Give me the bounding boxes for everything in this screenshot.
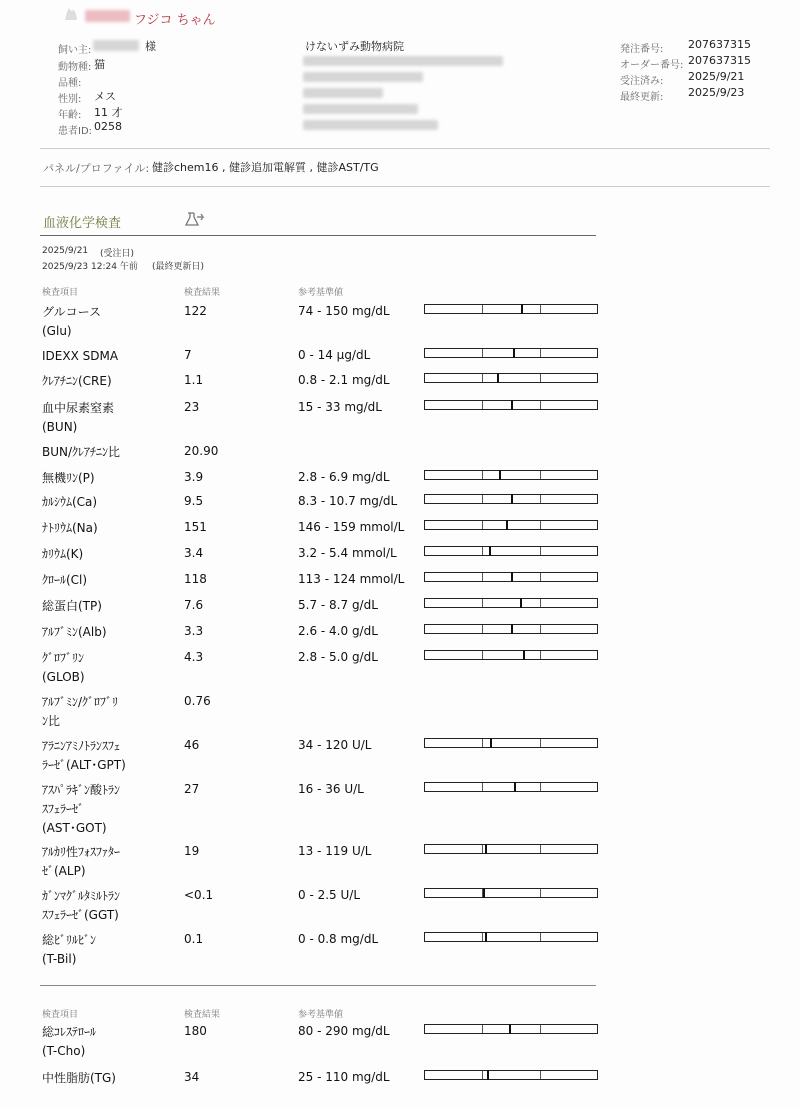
row-test-name <box>42 469 182 488</box>
row-test-name-line: ｱﾙｶﾘ性ﾌｫｽﾌｧﾀｰ <box>42 845 121 859</box>
row-test-name <box>42 781 182 838</box>
row-reference-range: 2.8 - 5.0 g/dL <box>298 650 378 664</box>
owner-label: 飼い主: <box>58 45 92 56</box>
row-test-name-line: ｾﾞ(ALP) <box>42 864 86 878</box>
row-test-name <box>42 1023 182 1061</box>
gauge-tick <box>482 783 483 791</box>
row-result: 1.1 <box>184 373 204 387</box>
col-header-item: 検査項目 <box>42 288 79 298</box>
col2-header-result: 検査結果 <box>184 1010 221 1020</box>
gauge-tick <box>540 933 541 941</box>
row-reference-range: 3.2 - 5.4 mmol/L <box>298 546 397 560</box>
col-header-ref: 参考基準値 <box>298 288 344 298</box>
range-gauge <box>424 400 598 410</box>
row-test-name-line: ｱｽﾊﾟﾗｷﾞﾝ酸ﾄﾗﾝ <box>42 783 121 797</box>
row-test-name-line: ﾗｰｾﾞ(ALT･GPT) <box>42 758 126 772</box>
gauge-tick <box>540 739 541 747</box>
age-value: 11 才 <box>94 106 123 119</box>
redacted-clinic-code <box>303 120 438 130</box>
row-result: 9.5 <box>184 494 204 508</box>
range-gauge <box>424 888 598 898</box>
received-date: 2025/9/21 <box>688 70 745 83</box>
received-row-note: (受注日) <box>100 249 135 259</box>
gauge-value-marker <box>513 348 515 358</box>
row-test-name-line: ｽﾌｪﾗｰｾﾞ <box>42 802 85 816</box>
redacted-clinic-address-2 <box>303 72 423 82</box>
gauge-value-marker <box>511 624 513 634</box>
row-result: 34 <box>184 1070 200 1084</box>
row-reference-range: 5.7 - 8.7 g/dL <box>298 598 378 612</box>
gauge-tick <box>482 521 483 529</box>
row-result: 7 <box>184 348 192 362</box>
updated-label: 最終更新: <box>620 92 664 103</box>
gauge-tick <box>540 845 541 853</box>
gauge-tick <box>540 547 541 555</box>
row-test-name-line: ﾝ比 <box>42 714 61 728</box>
range-gauge <box>424 520 598 530</box>
row-reference-range: 2.8 - 6.9 mg/dL <box>298 470 390 484</box>
gauge-value-marker <box>490 738 492 748</box>
received-label: 受注済み: <box>620 76 664 87</box>
row-test-name-line: 血中尿素窒素 <box>42 401 115 415</box>
updated-date: 2025/9/23 <box>688 86 745 99</box>
row-test-name <box>42 545 182 564</box>
updated-row-date: 2025/9/23 12:24 午前 <box>42 262 138 272</box>
sex-label: 性別: <box>58 94 82 105</box>
range-gauge <box>424 932 598 942</box>
flask-arrow-icon <box>185 211 207 231</box>
col2-header-ref: 参考基準値 <box>298 1010 344 1020</box>
row-test-name-line: ｸﾛｰﾙ(Cl) <box>42 573 88 587</box>
row-reference-range: 74 - 150 mg/dL <box>298 304 390 318</box>
range-gauge <box>424 782 598 792</box>
row-reference-range: 0 - 0.8 mg/dL <box>298 932 379 946</box>
owner-suffix: 様 <box>145 40 156 53</box>
row-result: 3.4 <box>184 546 204 560</box>
gauge-tick <box>482 471 483 479</box>
row-test-name <box>42 737 182 775</box>
gauge-tick <box>482 845 483 853</box>
order-number: 207637315 <box>688 38 751 51</box>
cat-icon <box>63 6 79 20</box>
row-result: 46 <box>184 738 200 752</box>
range-gauge <box>424 1070 598 1080</box>
gauge-tick <box>482 625 483 633</box>
redacted-owner-name <box>85 10 130 22</box>
row-reference-range: 15 - 33 mg/dL <box>298 400 382 414</box>
range-gauge <box>424 373 598 383</box>
order2-label: オーダー番号: <box>620 60 684 71</box>
row-test-name-line: (GLOB) <box>42 670 85 684</box>
row-result: 0.76 <box>184 694 211 708</box>
gauge-value-marker <box>485 932 487 942</box>
panel-divider <box>40 186 770 187</box>
panel-value: 健診chem16 , 健診追加電解質 , 健診AST/TG <box>152 161 379 174</box>
row-result: 27 <box>184 782 200 796</box>
row-test-name-line: 総蛋白(TP) <box>42 599 102 613</box>
row-reference-range: 0 - 14 µg/dL <box>298 348 371 362</box>
gauge-value-marker <box>487 1070 489 1080</box>
gauge-tick <box>540 651 541 659</box>
row-test-name-line: グルコース <box>42 305 102 319</box>
row-reference-range: 80 - 290 mg/dL <box>298 1024 390 1038</box>
range-gauge <box>424 844 598 854</box>
row-reference-range: 0 - 2.5 U/L <box>298 888 361 902</box>
row-result: <0.1 <box>184 888 214 902</box>
gauge-tick <box>482 651 483 659</box>
gauge-tick <box>540 625 541 633</box>
breed-label: 品種: <box>58 78 82 89</box>
gauge-value-marker <box>499 470 501 480</box>
row-result: 118 <box>184 572 207 586</box>
row-reference-range: 13 - 119 U/L <box>298 844 372 858</box>
gauge-value-marker <box>489 546 491 556</box>
gauge-tick <box>540 1071 541 1079</box>
gauge-tick <box>482 933 483 941</box>
received-row-date: 2025/9/21 <box>42 246 89 256</box>
row-test-name <box>42 372 182 391</box>
row-result: 23 <box>184 400 200 414</box>
gauge-tick <box>482 374 483 382</box>
row-test-name <box>42 887 182 925</box>
gauge-tick <box>540 374 541 382</box>
gauge-value-marker <box>506 520 508 530</box>
gauge-tick <box>482 547 483 555</box>
gauge-value-marker <box>511 494 513 504</box>
row-test-name-line: (T-Cho) <box>42 1044 86 1058</box>
row-result: 3.9 <box>184 470 204 484</box>
redacted-clinic-address <box>303 56 503 66</box>
gauge-value-marker <box>520 598 522 608</box>
row-test-name-line: ｱﾗﾆﾝｱﾐﾉﾄﾗﾝｽﾌｪ <box>42 739 121 753</box>
row-test-name-line: ｸﾞﾛﾌﾞﾘﾝ <box>42 651 85 665</box>
row-test-name <box>42 347 182 366</box>
row-test-name-line: (T-Bil) <box>42 952 77 966</box>
row-reference-range: 0.8 - 2.1 mg/dL <box>298 373 390 387</box>
row-test-name <box>42 931 182 969</box>
row-result: 0.1 <box>184 932 204 946</box>
row-test-name-line: (Glu) <box>42 324 72 338</box>
row-result: 20.90 <box>184 444 219 458</box>
row-reference-range: 34 - 120 U/L <box>298 738 372 752</box>
row-result: 19 <box>184 844 200 858</box>
gauge-value-marker <box>511 400 513 410</box>
range-gauge <box>424 598 598 608</box>
gauge-tick <box>540 401 541 409</box>
row-test-name <box>42 571 182 590</box>
gauge-value-marker <box>485 844 487 854</box>
gauge-value-marker <box>521 304 523 314</box>
section-title: 血液化学検査 <box>43 216 122 231</box>
row-reference-range: 8.3 - 10.7 mg/dL <box>298 494 398 508</box>
row-test-name <box>42 519 182 538</box>
row-test-name-line: 中性脂肪(TG) <box>42 1071 116 1085</box>
gauge-tick <box>540 889 541 897</box>
row-test-name-line: ｱﾙﾌﾞﾐﾝ/ｸﾞﾛﾌﾞﾘ <box>42 695 119 709</box>
row-test-name <box>42 1069 182 1088</box>
gauge-tick <box>482 599 483 607</box>
species-value: 猫 <box>94 58 105 71</box>
row-test-name-line: ｱﾙﾌﾞﾐﾝ(Alb) <box>42 625 107 639</box>
gauge-tick <box>540 471 541 479</box>
row-reference-range: 16 - 36 U/L <box>298 782 364 796</box>
gauge-tick <box>540 305 541 313</box>
row-result: 7.6 <box>184 598 204 612</box>
clinic-name: けないずみ動物病院 <box>305 40 404 53</box>
row-test-name-line: BUN/ｸﾚｱﾁﾆﾝ比 <box>42 445 121 459</box>
gauge-tick <box>540 495 541 503</box>
row-test-name <box>42 303 182 341</box>
patient-id-value: 0258 <box>94 120 122 133</box>
row-test-name <box>42 399 182 437</box>
row-test-name <box>42 623 182 642</box>
gauge-value-marker <box>514 782 516 792</box>
gauge-value-marker <box>483 888 485 898</box>
col-header-result: 検査結果 <box>184 288 221 298</box>
gauge-tick <box>540 599 541 607</box>
row-result: 4.3 <box>184 650 204 664</box>
row-test-name-line: 総ﾋﾞﾘﾙﾋﾞﾝ <box>42 933 97 947</box>
gauge-tick <box>540 783 541 791</box>
row-reference-range: 113 - 124 mmol/L <box>298 572 405 586</box>
gauge-tick <box>482 305 483 313</box>
row-test-name-line: (BUN) <box>42 420 78 434</box>
row-test-name-line: ｶﾙｼｳﾑ(Ca) <box>42 495 98 509</box>
row-test-name <box>42 843 182 881</box>
row-reference-range: 2.6 - 4.0 g/dL <box>298 624 378 638</box>
row-test-name-line: 総ｺﾚｽﾃﾛｰﾙ <box>42 1025 97 1039</box>
redacted-owner <box>93 40 139 51</box>
row-test-name-line: 無機ﾘﾝ(P) <box>42 471 95 485</box>
redacted-clinic-phone <box>303 88 383 98</box>
row-test-name-line: IDEXX SDMA <box>42 349 119 363</box>
species-label: 動物種: <box>58 62 92 73</box>
row-result: 151 <box>184 520 207 534</box>
redacted-clinic-fax <box>303 104 418 114</box>
gauge-tick <box>482 1025 483 1033</box>
range-gauge <box>424 1024 598 1034</box>
row-result: 180 <box>184 1024 207 1038</box>
row-test-name <box>42 649 182 687</box>
range-gauge <box>424 348 598 358</box>
range-gauge <box>424 546 598 556</box>
row-test-name <box>42 443 182 462</box>
section2-divider <box>40 985 596 986</box>
gauge-tick <box>482 739 483 747</box>
gauge-tick <box>482 573 483 581</box>
age-label: 年齢: <box>58 110 82 121</box>
row-test-name <box>42 693 182 731</box>
patient-id-label: 患者ID: <box>58 126 93 137</box>
gauge-value-marker <box>509 1024 511 1034</box>
col2-header-item: 検査項目 <box>42 1010 79 1020</box>
gauge-tick <box>482 495 483 503</box>
gauge-tick <box>482 1071 483 1079</box>
gauge-tick <box>482 349 483 357</box>
gauge-tick <box>540 1025 541 1033</box>
row-result: 3.3 <box>184 624 204 638</box>
gauge-tick <box>540 521 541 529</box>
gauge-value-marker <box>523 650 525 660</box>
row-reference-range: 25 - 110 mg/dL <box>298 1070 390 1084</box>
row-test-name-line: ｶﾘｳﾑ(K) <box>42 547 84 561</box>
range-gauge <box>424 494 598 504</box>
row-reference-range: 146 - 159 mmol/L <box>298 520 405 534</box>
row-test-name-line: ｸﾚｱﾁﾆﾝ(CRE) <box>42 374 112 388</box>
row-test-name <box>42 597 182 616</box>
gauge-value-marker <box>511 572 513 582</box>
range-gauge <box>424 304 598 314</box>
order-label: 発注番号: <box>620 44 664 55</box>
range-gauge <box>424 624 598 634</box>
panel-label: パネル/プロファイル: <box>43 162 150 175</box>
row-test-name-line: ﾅﾄﾘｳﾑ(Na) <box>42 521 98 535</box>
section-divider <box>40 235 596 236</box>
row-test-name-line: (AST･GOT) <box>42 821 107 835</box>
range-gauge <box>424 470 598 480</box>
row-test-name-line: ｽﾌｪﾗｰｾﾞ(GGT) <box>42 908 119 922</box>
row-test-name-line: ｶﾞﾝﾏｸﾞﾙﾀﾐﾙﾄﾗﾝ <box>42 889 121 903</box>
range-gauge <box>424 738 598 748</box>
gauge-tick <box>540 573 541 581</box>
range-gauge <box>424 650 598 660</box>
row-result: 122 <box>184 304 207 318</box>
gauge-value-marker <box>497 373 499 383</box>
range-gauge <box>424 572 598 582</box>
updated-row-note: (最終更新日) <box>152 262 205 272</box>
gauge-tick <box>482 401 483 409</box>
header-divider <box>40 148 770 149</box>
gauge-tick <box>540 349 541 357</box>
sex-value: メス <box>94 90 116 103</box>
row-test-name <box>42 493 182 512</box>
pet-name: フジコ ちゃん <box>134 13 216 28</box>
order2-number: 207637315 <box>688 54 751 67</box>
